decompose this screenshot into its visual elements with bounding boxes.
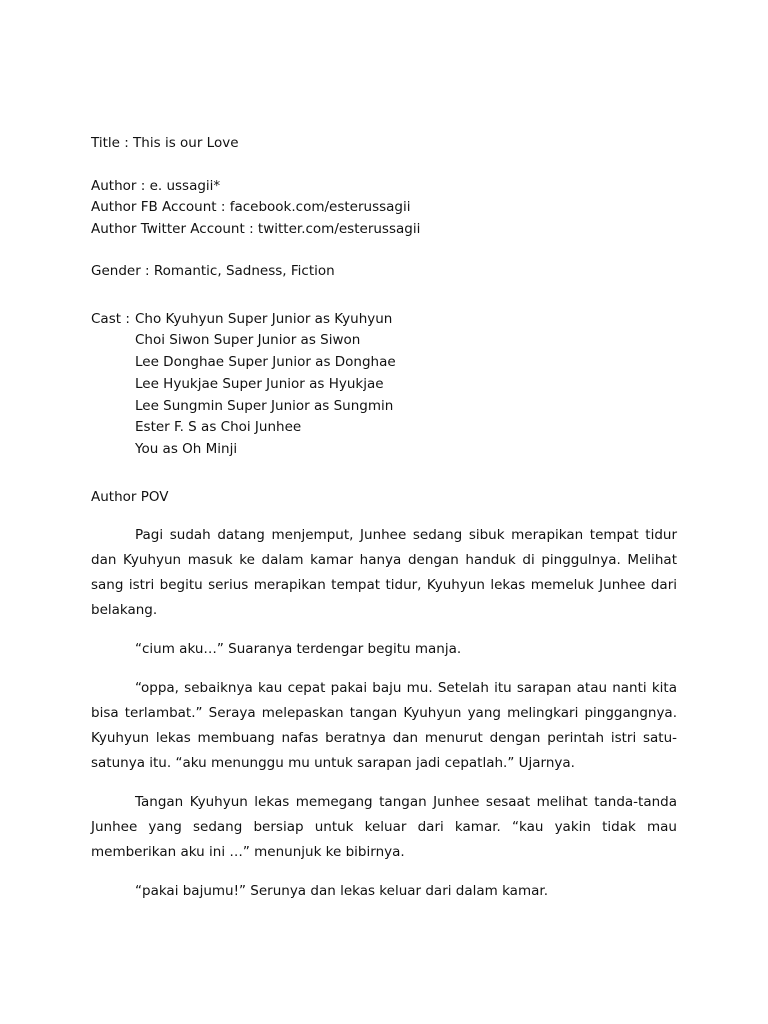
cast-member: Cho Kyuhyun Super Junior as Kyuhyun	[135, 310, 393, 327]
cast-member: You as Oh Minji	[135, 441, 238, 458]
cast-member: Lee Sungmin Super Junior as Sungmin	[135, 397, 394, 414]
document-page	[91, 133, 677, 918]
author-fb-line: Author FB Account : facebook.com/esterussagii	[91, 199, 411, 215]
story-paragraph: Pagi sudah datang menjemput, Junhee sedang sibuk merapikan tempat tidur dan Kyuhyun masuk ke dalam kamar hanya dengan handuk di pinggulnya. Melihat sang istri begitu serius merapikan tempat tidur, Kyuhyun lekas memeluk Junhee dari belakang.	[91, 526, 677, 618]
story-title: Title : This is our Love	[91, 135, 239, 151]
gender-line: Gender : Romantic, Sadness, Fiction	[91, 263, 335, 279]
cast-member: Lee Donghae Super Junior as Donghae	[135, 354, 396, 371]
cast-member: Ester F. S as Choi Junhee	[135, 419, 302, 436]
cast-member: Lee Hyukjae Super Junior as Hyukjae	[135, 375, 384, 392]
pov-heading: Author POV	[91, 489, 169, 506]
cast-member: Choi Siwon Super Junior as Siwon	[135, 332, 361, 349]
story-paragraph: “pakai bajumu!” Serunya dan lekas keluar dari dalam kamar.	[135, 882, 548, 899]
author-twitter-line: Author Twitter Account : twitter.com/esterussagii	[91, 220, 421, 237]
story-paragraph: “cium aku…” Suaranya terdengar begitu manja.	[135, 640, 462, 657]
story-paragraph: “oppa, sebaiknya kau cepat pakai baju mu. Setelah itu sarapan atau nanti kita bisa terlambat.” Seraya melepaskan tangan Kyuhyun yang melingkari pinggangnya. Kyuhyun lekas membuang nafas beratnya dan menurut dengan perintah istri satu-satunya itu. “aku menunggu mu untuk sarapan jadi cepatlah.” Ujarnya.	[91, 679, 677, 771]
author-line: Author : e. ussagii*	[91, 177, 221, 194]
cast-list	[135, 309, 396, 462]
cast-section	[91, 309, 677, 462]
cast-label: Cast :	[91, 310, 135, 327]
story-paragraph: Tangan Kyuhyun lekas memegang tangan Junhee sesaat melihat tanda-tanda Junhee yang sedang bersiap untuk keluar dari kamar. “kau yakin tidak mau memberikan aku ini …” menunjuk ke bibirnya.	[91, 793, 677, 860]
